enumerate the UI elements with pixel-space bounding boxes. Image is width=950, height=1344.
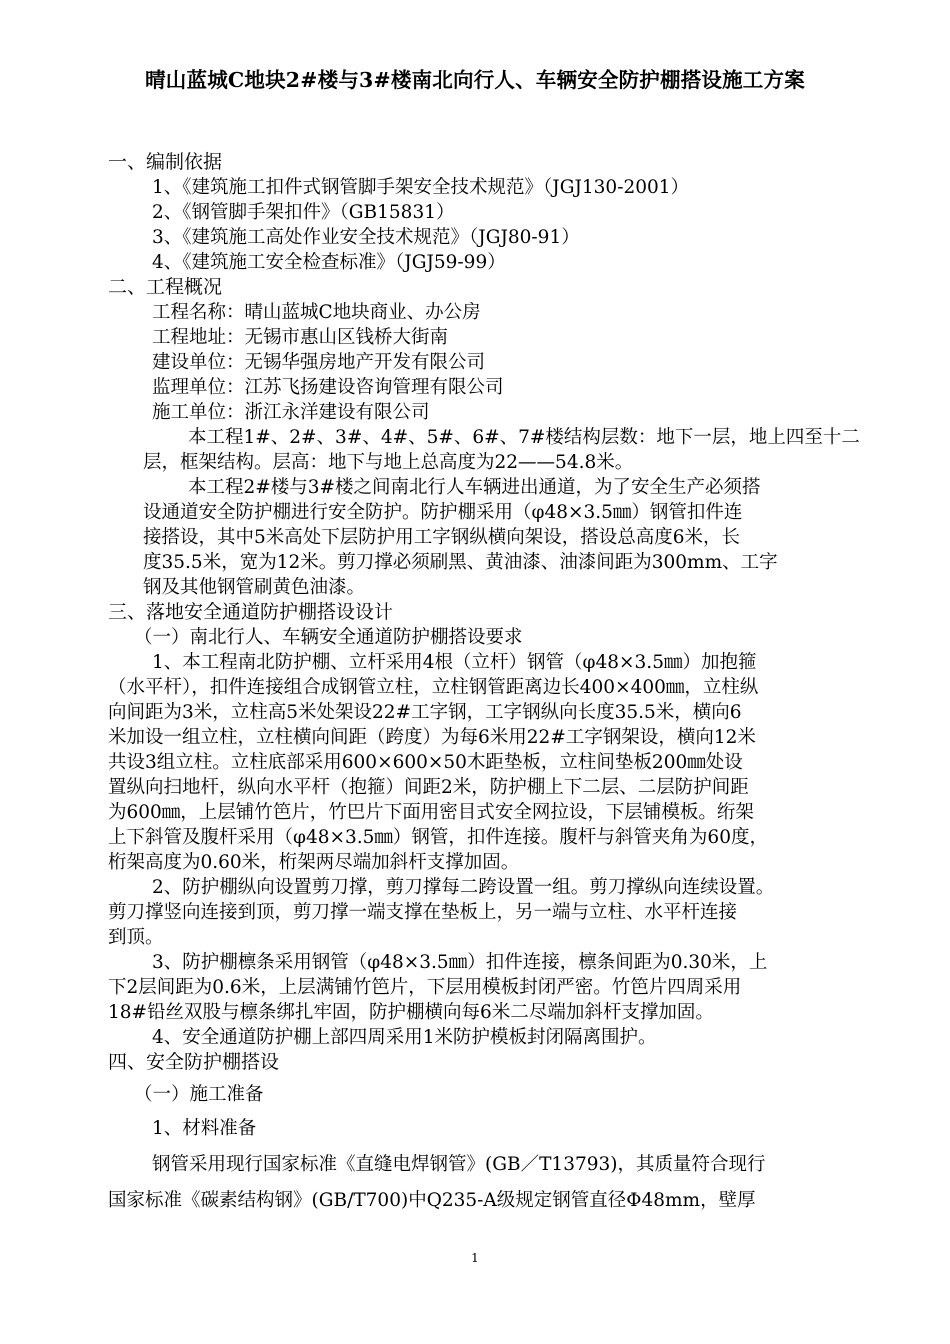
paragraph-line: 共设3组立柱。立柱底部采用600×600×50木距垫板，立柱间垫板200㎜处设 <box>108 752 743 773</box>
project-info-line: 工程地址：无锡市惠山区钱桥大街南 <box>152 327 449 348</box>
project-info-line: 工程名称：晴山蓝城C地块商业、办公房 <box>152 302 481 323</box>
project-info-line: 监理单位：江苏飞扬建设咨询管理有限公司 <box>152 377 504 398</box>
paragraph-line: 钢及其他钢管刷黄色油漆。 <box>143 577 366 598</box>
paragraph-line: （水平杆），扣件连接组合成钢管立柱，立柱钢管距离边长400×400㎜，立柱纵 <box>108 677 759 698</box>
section-heading-1: 一、编制依据 <box>108 151 223 173</box>
document-title: 晴山蓝城C地块2#楼与3#楼南北向行人、车辆安全防护棚搭设施工方案 <box>145 68 805 92</box>
reference-item: 4、《建筑施工安全检查标准》（JGJ59-99） <box>152 252 506 273</box>
sub-subsection-heading: 1、材料准备 <box>152 1118 257 1139</box>
paragraph-line: 钢管采用现行国家标准《直缝电焊钢管》(GB／T13793)，其质量符合现行 <box>152 1154 766 1175</box>
paragraph-line: 米加设一组立柱，立柱横向间距（跨度）为每6米用22#工字钢架设，横向12米 <box>108 727 756 748</box>
paragraph-line: 剪刀撑竖向连接到顶，剪刀撑一端支撑在垫板上，另一端与立柱、水平杆连接 <box>108 902 738 923</box>
paragraph-line: 4、安全通道防护棚上部四周采用1米防护模板封闭隔离围护。 <box>152 1027 657 1048</box>
project-info-line: 施工单位：浙江永洋建设有限公司 <box>152 402 430 423</box>
paragraph-line: 为600㎜，上层铺竹笆片，竹巴片下面用密目式安全网拉设，下层铺模板。绗架 <box>108 802 754 823</box>
reference-item: 1、《建筑施工扣件式钢管脚手架安全技术规范》（JGJ130-2001） <box>152 177 690 198</box>
paragraph-line: 下2层间距为0.6米，上层满铺竹笆片，下层用模板封闭严密。竹笆片四周采用 <box>108 977 742 998</box>
subsection-heading: （一）施工准备 <box>134 1084 264 1105</box>
section-heading-2: 二、工程概况 <box>108 276 223 298</box>
subsection-heading: （一）南北行人、车辆安全通道防护棚搭设要求 <box>134 627 523 648</box>
paragraph-line: 向间距为3米，立柱高5米处架设22#工字钢，工字钢纵向长度35.5米，横向6 <box>108 702 742 723</box>
paragraph-line: 接搭设，其中5米高处下层防护用工字钢纵横向架设，搭设总高度6米，长 <box>143 527 741 548</box>
reference-item: 2、《钢管脚手架扣件》（GB15831） <box>152 202 455 223</box>
section-heading-3: 三、落地安全通道防护棚搭设设计 <box>108 601 394 623</box>
paragraph-line: 上下斜管及腹杆采用（φ48×3.5㎜）钢管，扣件连接。腹杆与斜管夹角为60度， <box>108 827 768 848</box>
paragraph-line: 桁架高度为0.60米，桁架两尽端加斜杆支撑加固。 <box>108 852 520 873</box>
paragraph-line: 3、防护棚檩条采用钢管（φ48×3.5㎜）扣件连接，檩条间距为0.30米，上 <box>152 952 768 973</box>
paragraph-line: 度35.5米，宽为12米。剪刀撑必须刷黑、黄油漆、油漆间距为300mm、工字 <box>143 552 778 573</box>
paragraph-line: 18#铅丝双股与檩条绑扎牢固，防护棚横向每6米二尽端加斜杆支撑加固。 <box>108 1002 714 1023</box>
section-heading-4: 四、安全防护棚搭设 <box>108 1051 280 1073</box>
paragraph-line: 到顶。 <box>108 927 164 948</box>
paragraph-line: 2、防护棚纵向设置剪刀撑，剪刀撑每二跨设置一组。剪刀撑纵向连续设置。 <box>152 877 775 898</box>
paragraph-line: 本工程1#、2#、3#、4#、5#、6#、7#楼结构层数：地下一层，地上四至十二 <box>188 427 860 448</box>
project-info-line: 建设单位：无锡华强房地产开发有限公司 <box>152 352 486 373</box>
page-number: 1 <box>471 1251 479 1265</box>
paragraph-line: 本工程2#楼与3#楼之间南北行人车辆进出通道，为了安全生产必须搭 <box>188 477 761 498</box>
paragraph-line: 设通道安全防护棚进行安全防护。防护棚采用（φ48×3.5㎜）钢管扣件连 <box>143 502 743 523</box>
paragraph-line: 国家标准《碳素结构钢》(GB/T700)中Q235-A级规定钢管直径Φ48mm，壁厚 <box>108 1190 756 1211</box>
paragraph-line: 层，框架结构。层高：地下与地上总高度为22——54.8米。 <box>143 452 634 473</box>
paragraph-line: 置纵向扫地杆，纵向水平杆（抱箍）间距2米，防护棚上下二层、二层防护间距 <box>108 777 749 798</box>
reference-item: 3、《建筑施工高处作业安全技术规范》（JGJ80-91） <box>152 227 580 248</box>
paragraph-line: 1、本工程南北防护棚、立杆采用4根（立杆）钢管（φ48×3.5㎜）加抱箍 <box>152 652 757 673</box>
